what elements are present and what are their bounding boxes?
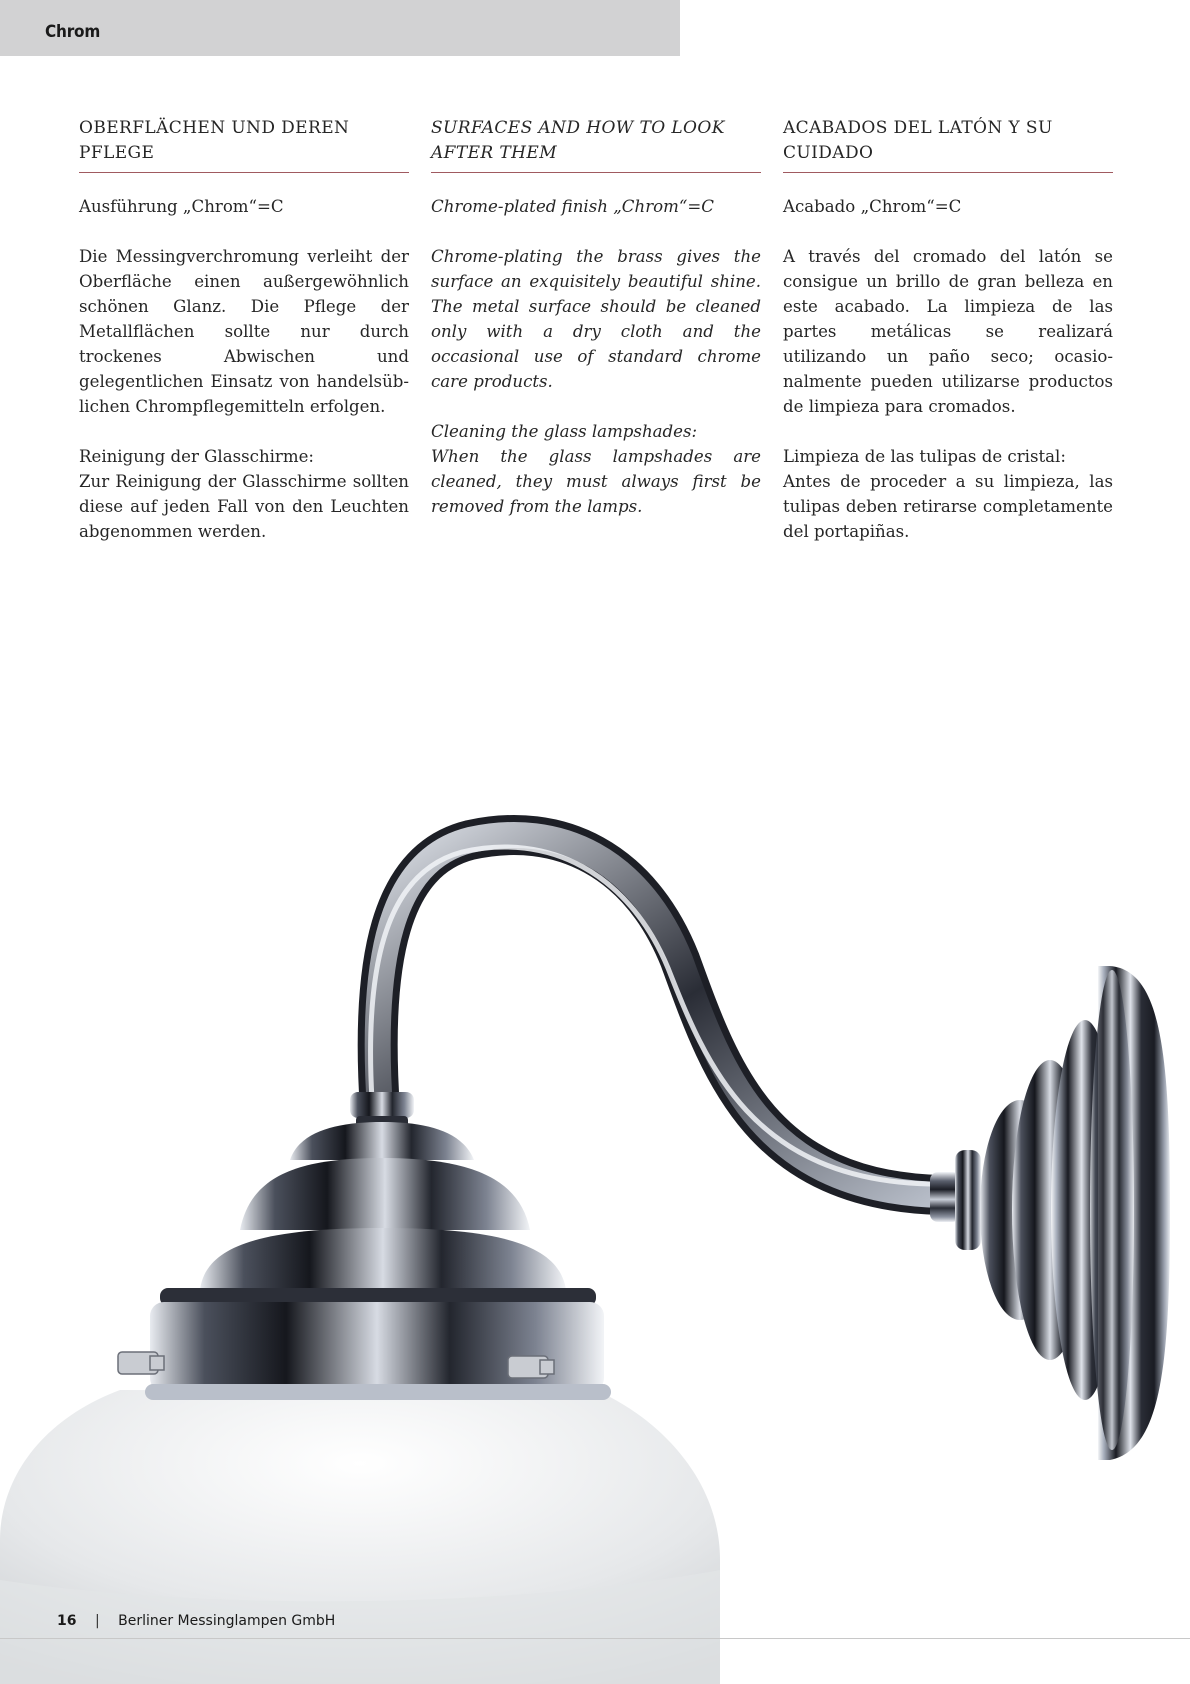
column-paragraph-title: Limpieza de las tulipas de cristal: (783, 447, 1066, 466)
column-paragraph: Die Messingverchromung verleiht der Oberfläche einen außergewöhnlich schönen Glanz. Die Pflege der Metallflächen sollte nur durch trockenes Abwischen und gelegentlichen Einsatz von handelsüblichen Chrompflegemitteln erfolgen. (79, 247, 409, 416)
page-footer (57, 1613, 335, 1629)
column-subheading: Chrome-plated finish „Chrom“=C (431, 197, 714, 216)
column-paragraph: Antes de proceder a su limpieza, las tulipas deben retirarse completamente del portapiñas. (783, 472, 1113, 541)
column-paragraph: When the glass lampshades are cleaned, they must always first be removed from the lamps. (431, 447, 761, 516)
column-german (79, 116, 409, 544)
footer-separator: | (94, 1613, 100, 1629)
company-name: Berliner Messinglampen GmbH (118, 1613, 336, 1629)
column-subheading: Ausführung „Chrom“=C (79, 197, 284, 216)
section-label: Chrom (45, 22, 101, 42)
column-paragraph: Zur Reinigung der Glasschirme sollten diese auf jeden Fall von den Leuchten abgenommen werden. (79, 472, 409, 541)
column-heading: SURFACES AND HOW TO LOOK AFTER THEM (431, 116, 761, 173)
column-heading: OBERFLÄCHEN UND DEREN PFLEGE (79, 116, 409, 173)
column-paragraph-title: Cleaning the glass lampshades: (431, 422, 698, 441)
column-paragraph: Chrome-plating the brass gives the surface an exquisitely beautiful shine. The metal surface should be cleaned only with a dry cloth and the occasional use of standard chrome care products. (431, 247, 761, 391)
column-paragraph: A través del cromado del latón se consigue un brillo de gran belleza en este acabado. La limpieza de las partes metálicas se realizará utilizando un paño seco; ocasionalmente pueden utilizarse productos de limpieza para cromados. (783, 247, 1113, 416)
column-heading: ACABADOS DEL LATÓN Y SU CUIDADO (783, 116, 1113, 173)
page-number: 16 (57, 1613, 77, 1629)
section-header-bar (0, 0, 680, 56)
footer-rule (0, 1638, 1190, 1639)
column-paragraph-title: Reinigung der Glasschirme: (79, 447, 315, 466)
column-spanish (783, 116, 1113, 544)
column-subheading: Acabado „Chrom“=C (783, 197, 962, 216)
column-english (431, 116, 761, 519)
product-photo (0, 800, 1190, 1684)
chrome-wall-lamp-image (0, 800, 1190, 1684)
